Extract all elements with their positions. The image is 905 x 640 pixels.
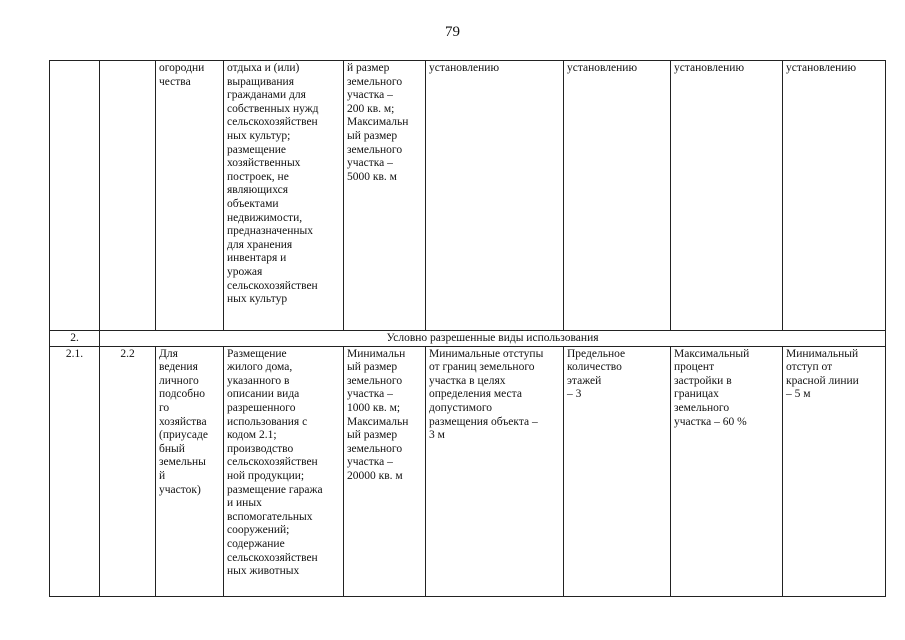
table-cell: Для ведения личного подсобно го хозяйства (приусаде бный земельны й участок) xyxy=(156,346,224,596)
table-cell: Размещение жилого дома, указанного в описании вида разрешенного использования с кодом 2.1; производство сельскохозяйствен ной продукции; размещение гаража и иных вспомогательных сооружений; содержание сельскохозяйствен ных животных xyxy=(224,346,344,596)
table-cell: установлению xyxy=(783,61,886,331)
table-cell: Минимальный отступ от красной линии – 5 м xyxy=(783,346,886,596)
table-cell: 2.1. xyxy=(50,346,100,596)
table-cell: 2.2 xyxy=(100,346,156,596)
table-cell: Минимальные отступы от границ земельного участка в целях определения места допустимого размещения объекта – 3 м xyxy=(426,346,564,596)
table-cell: установлению xyxy=(426,61,564,331)
table-cell: Максимальный процент застройки в границах земельного участка – 60 % xyxy=(671,346,783,596)
table-cell: Минимальн ый размер земельного участка – 1000 кв. м; Максимальн ый размер земельного участка – 20000 кв. м xyxy=(344,346,426,596)
section-title: Условно разрешенные виды использования xyxy=(100,331,886,347)
table-row xyxy=(50,346,886,596)
section-number: 2. xyxy=(50,331,100,347)
table-cell: й размер земельного участка – 200 кв. м; Максимальн ый размер земельного участка – 5000 кв. м xyxy=(344,61,426,331)
section-row xyxy=(50,331,886,347)
table-cell: отдыха и (или) выращивания гражданами для собственных нужд сельскохозяйствен ных культур; размещение хозяйственных построек, не являющихся объектами недвижимости, предназначенных для хранения инвентаря и урожая сельскохозяйствен ных культур xyxy=(224,61,344,331)
table-row xyxy=(50,61,886,331)
table-cell xyxy=(100,61,156,331)
page-number: 79 xyxy=(445,24,460,40)
table-cell: огородни чества xyxy=(156,61,224,331)
table-cell xyxy=(50,61,100,331)
zoning-table xyxy=(49,60,886,597)
table-cell: Предельное количество этажей – 3 xyxy=(564,346,671,596)
table-cell: установлению xyxy=(564,61,671,331)
table-cell: установлению xyxy=(671,61,783,331)
